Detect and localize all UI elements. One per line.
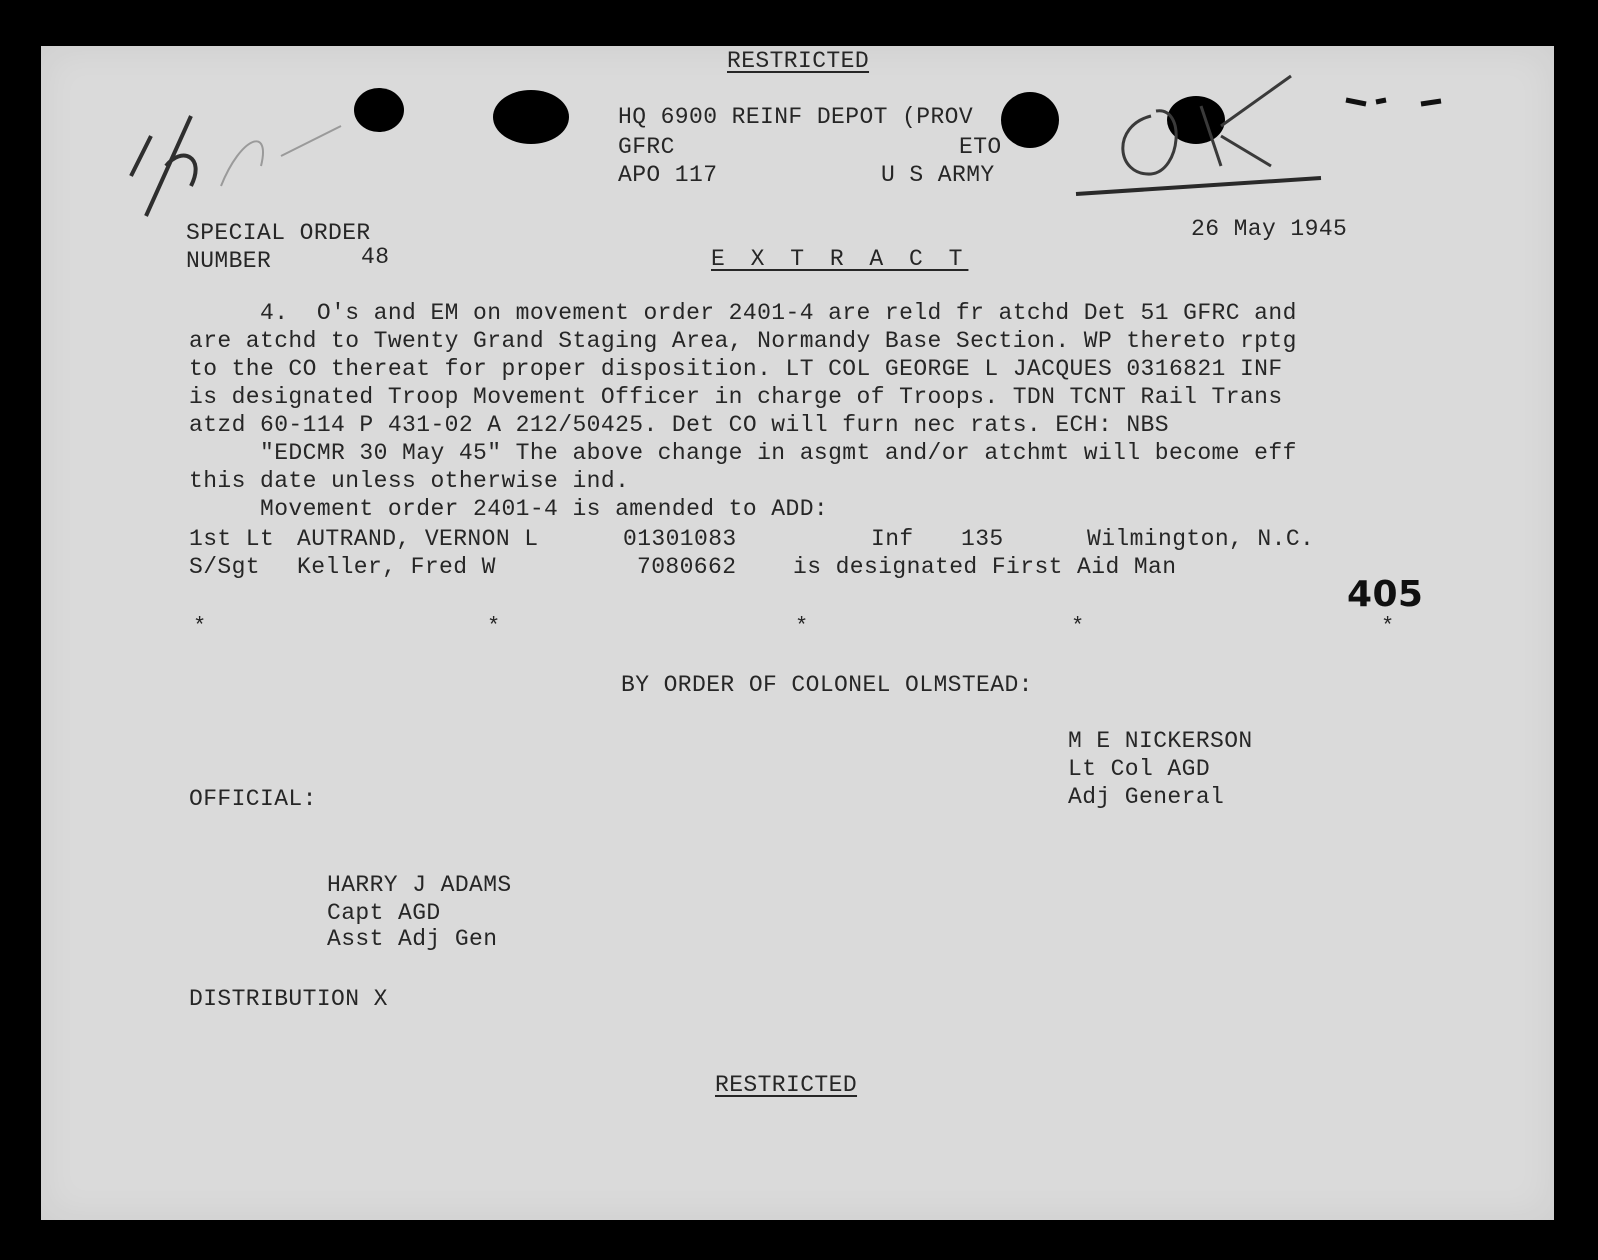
roster-serial: 7080662 [637,554,737,580]
restricted-footer: RESTRICTED [715,1072,858,1098]
body-line: "EDCMR 30 May 45" The above change in asgmt and/or atchmt will become eff [189,440,1297,466]
hq-line-3-right: U S ARMY [881,162,995,188]
by-order-line: BY ORDER OF COLONEL OLMSTEAD: [621,672,1033,698]
body-line: to the CO thereat for proper disposition. LT COL GEORGE L JACQUES 0316821 INF [189,356,1283,382]
punch-hole [493,90,569,144]
body-line: this date unless otherwise ind. [189,468,630,494]
separator-star: * [193,614,207,639]
body-line: Movement order 2401-4 is amended to ADD: [189,496,829,522]
hq-line-1: HQ 6900 REINF DEPOT (PROV [618,104,974,130]
roster-home: Wilmington, N.C. [1087,526,1315,552]
separator-star: * [487,614,501,639]
roster-name: Keller, Fred W [297,554,496,580]
hq-line-2: GFRC [618,134,675,160]
document-page [41,46,1554,1220]
body-line: atzd 60-114 P 431-02 A 212/50425. Det CO will furn nec rats. ECH: NBS [189,412,1169,438]
signer-rank: Lt Col AGD [1068,756,1211,782]
handwritten-ok-mark [1071,66,1341,206]
separator-star: * [1381,614,1395,639]
signer-title: Adj General [1068,784,1225,810]
hq-line-2-right: ETO [959,134,1002,160]
order-number-label: NUMBER [186,248,272,274]
body-line: is designated Troop Movement Officer in charge of Troops. TDN TCNT Rail Trans [189,384,1283,410]
punch-hole [1001,92,1059,148]
roster-rank: S/Sgt [189,554,261,580]
hq-line-3: APO 117 [618,162,718,188]
separator-star: * [1071,614,1085,639]
signer-name: M E NICKERSON [1068,728,1253,754]
special-order-label: SPECIAL ORDER [186,220,371,246]
roster-serial: 01301083 [623,526,737,552]
handwritten-initials-mark [111,96,371,226]
roster-code: 135 [961,526,1004,552]
handwritten-dash-mark [1341,92,1451,112]
extract-title: E X T R A C T [711,246,969,272]
order-number: 48 [361,244,390,270]
restricted-header: RESTRICTED [727,48,870,74]
distribution-line: DISTRIBUTION X [189,986,388,1012]
body-line: are atchd to Twenty Grand Staging Area, Normandy Base Section. WP thereto rptg [189,328,1297,354]
official-rank: Capt AGD [327,900,441,926]
roster-branch: Inf [871,526,914,552]
roster-name: AUTRAND, VERNON L [297,526,539,552]
stamp-number: 405 [1347,574,1424,615]
separator-star: * [795,614,809,639]
order-date: 26 May 1945 [1191,216,1348,242]
roster-rank: 1st Lt [189,526,275,552]
roster-note: is designated First Aid Man [793,554,1177,580]
body-line: 4. O's and EM on movement order 2401-4 are reld fr atchd Det 51 GFRC and [189,300,1297,326]
official-name: HARRY J ADAMS [327,872,512,898]
official-title: Asst Adj Gen [327,926,498,952]
official-label: OFFICIAL: [189,786,317,812]
